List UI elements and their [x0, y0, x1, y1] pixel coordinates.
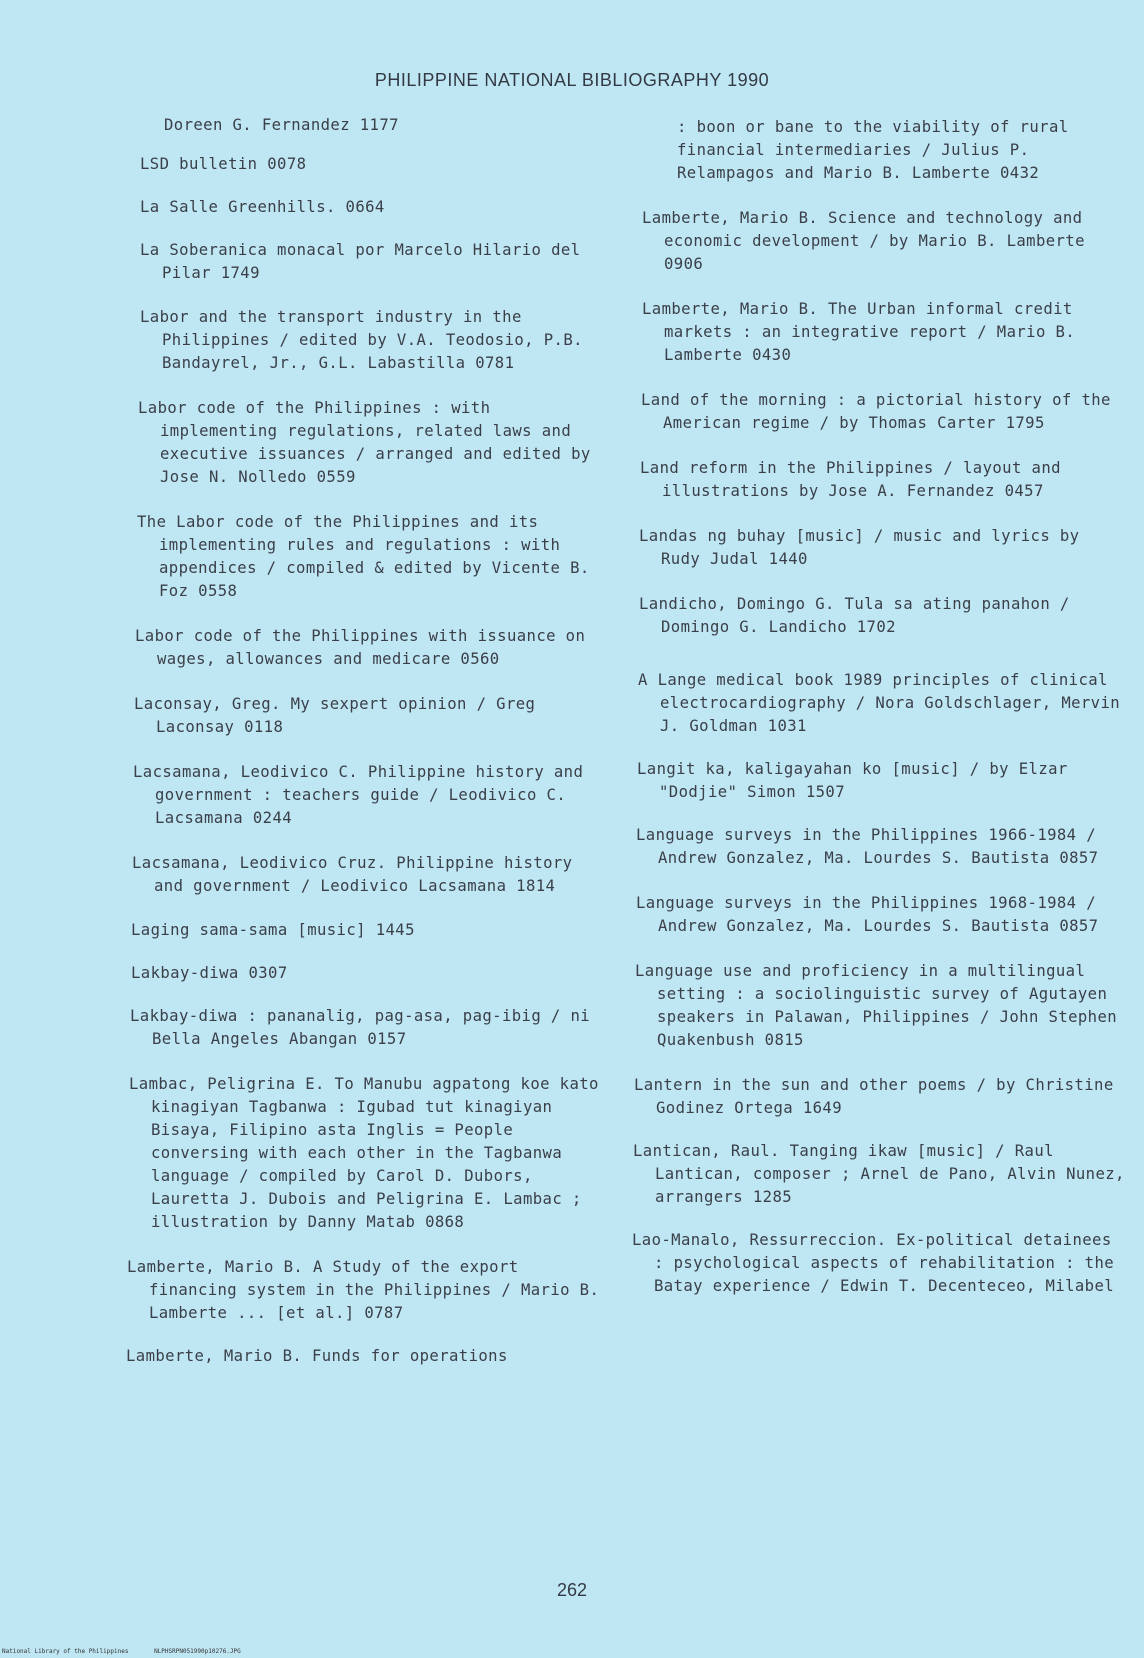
bibliography-entry: The Labor code of the Philippines and its implementing rules and regulations : with appendices / compiled & edited by Vicente B. Foz 0558 [137, 513, 590, 600]
bibliography-entry: A Lange medical book 1989 principles of clinical electrocardiography / Nora Goldschlager, Mervin J. Goldman 1031 [638, 671, 1121, 735]
bibliography-entry: Language surveys in the Philippines 1968-1984 / Andrew Gonzalez, Ma. Lourdes S. Bautista 0857 [636, 894, 1099, 935]
bibliography-entry: Lamberte, Mario B. Funds for operations [126, 1347, 508, 1365]
scan-footer [2, 1648, 263, 1655]
left-column [126, 116, 610, 1368]
bibliography-entry: Laging sama-sama [music] 1445 [131, 921, 415, 939]
bibliography-entry: Lacsamana, Leodivico C. Philippine history and government : teachers guide / Leodivico C. Lacsamana 0244 [133, 763, 584, 827]
bibliography-entry: Language use and proficiency in a multilingual setting : a sociolinguistic survey of Agutayen speakers in Palawan, Philippines / John Stephen Quakenbush 0815 [635, 962, 1118, 1049]
bibliography-entry: Land of the morning : a pictorial history of the American regime / by Thomas Carter 1795 [641, 391, 1111, 432]
bibliography-entry: Lantern in the sun and other poems / by Christine Godinez Ortega 1649 [634, 1076, 1114, 1117]
bibliography-entry: Lamberte, Mario B. A Study of the export financing system in the Philippines / Mario B. Lamberte ... [et al.] 0787 [127, 1258, 600, 1322]
bibliography-entry: Laconsay, Greg. My sexpert opinion / Greg Laconsay 0118 [134, 695, 536, 736]
bibliography-entry: Land reform in the Philippines / layout and illustrations by Jose A. Fernandez 0457 [640, 459, 1061, 500]
bibliography-entry: Doreen G. Fernandez 1177 [164, 116, 399, 134]
bibliography-entry: Landas ng buhay [music] / music and lyrics by Rudy Judal 1440 [639, 527, 1080, 568]
bibliography-entry: Labor and the transport industry in the Philippines / edited by V.A. Teodosio, P.B. Bandayrel, Jr., G.L. Labastilla 0781 [140, 308, 583, 372]
bibliography-entry: Lacsamana, Leodivico Cruz. Philippine history and government / Leodivico Lacsamana 1814 [132, 854, 573, 895]
bibliography-entry: La Soberanica monacal por Marcelo Hilario del Pilar 1749 [140, 241, 581, 282]
bibliography-entry: Langit ka, kaligayahan ko [music] / by Elzar "Dodjie" Simon 1507 [637, 760, 1068, 801]
bibliography-entry: : boon or bane to the viability of rural financial intermediaries / Julius P. Relampagos and Mario B. Lamberte 0432 [677, 118, 1069, 182]
bibliography-entry: LSD bulletin 0078 [140, 155, 307, 173]
bibliography-entry: Lakbay-diwa : pananalig, pag-asa, pag-ibig / ni Bella Angeles Abangan 0157 [130, 1007, 591, 1048]
footer-file: NLPHSRPN051990p10276.JPG [154, 1648, 241, 1655]
bibliography-entry: Landicho, Domingo G. Tula sa ating panahon / Domingo G. Landicho 1702 [639, 595, 1070, 636]
page-number: 262 [556, 1580, 588, 1600]
bibliography-entry: Lao-Manalo, Ressurreccion. Ex-political detainees : psychological aspects of rehabilitation : the Batay experience / Edwin T. Decenteceo, Milabel [632, 1231, 1115, 1295]
right-column [632, 118, 1125, 1298]
bibliography-entry: Lakbay-diwa 0307 [131, 964, 288, 982]
bibliography-entry: Lamberte, Mario B. The Urban informal credit markets : an integrative report / Mario B. Lamberte 0430 [642, 300, 1076, 364]
bibliography-entry: Lamberte, Mario B. Science and technology and economic development / by Mario B. Lamberte 0906 [642, 209, 1085, 273]
bibliography-entry: Lantican, Raul. Tanging ikaw [music] / Raul Lantican, composer ; Arnel de Pano, Alvin Nunez, arrangers 1285 [633, 1142, 1125, 1206]
footer-library: National Library of the Philippines [2, 1648, 129, 1655]
bibliography-entry: Language surveys in the Philippines 1966-1984 / Andrew Gonzalez, Ma. Lourdes S. Bautista 0857 [636, 826, 1099, 867]
page-header: PHILIPPINE NATIONAL BIBLIOGRAPHY 1990 [374, 70, 770, 90]
bibliography-entry: Labor code of the Philippines with issuance on wages, allowances and medicare 0560 [135, 627, 586, 668]
bibliography-entry: Labor code of the Philippines : with implementing regulations, related laws and executive issuances / arranged and edited by Jose N. Nolledo 0559 [138, 399, 591, 486]
bibliography-entry: Lambac, Peligrina E. To Manubu agpatong koe kato kinagiyan Tagbanwa : Igubad tut kinagiyan Bisaya, Filipino asta Inglis = People conversing with each other in the Tagbanwa language / compiled by Carol D. Dubors, Lauretta J. Dubois and Peligrina E. Lambac ; illustration by Danny Matab 0868 [129, 1075, 599, 1231]
bibliography-entry: La Salle Greenhills. 0664 [140, 198, 385, 216]
